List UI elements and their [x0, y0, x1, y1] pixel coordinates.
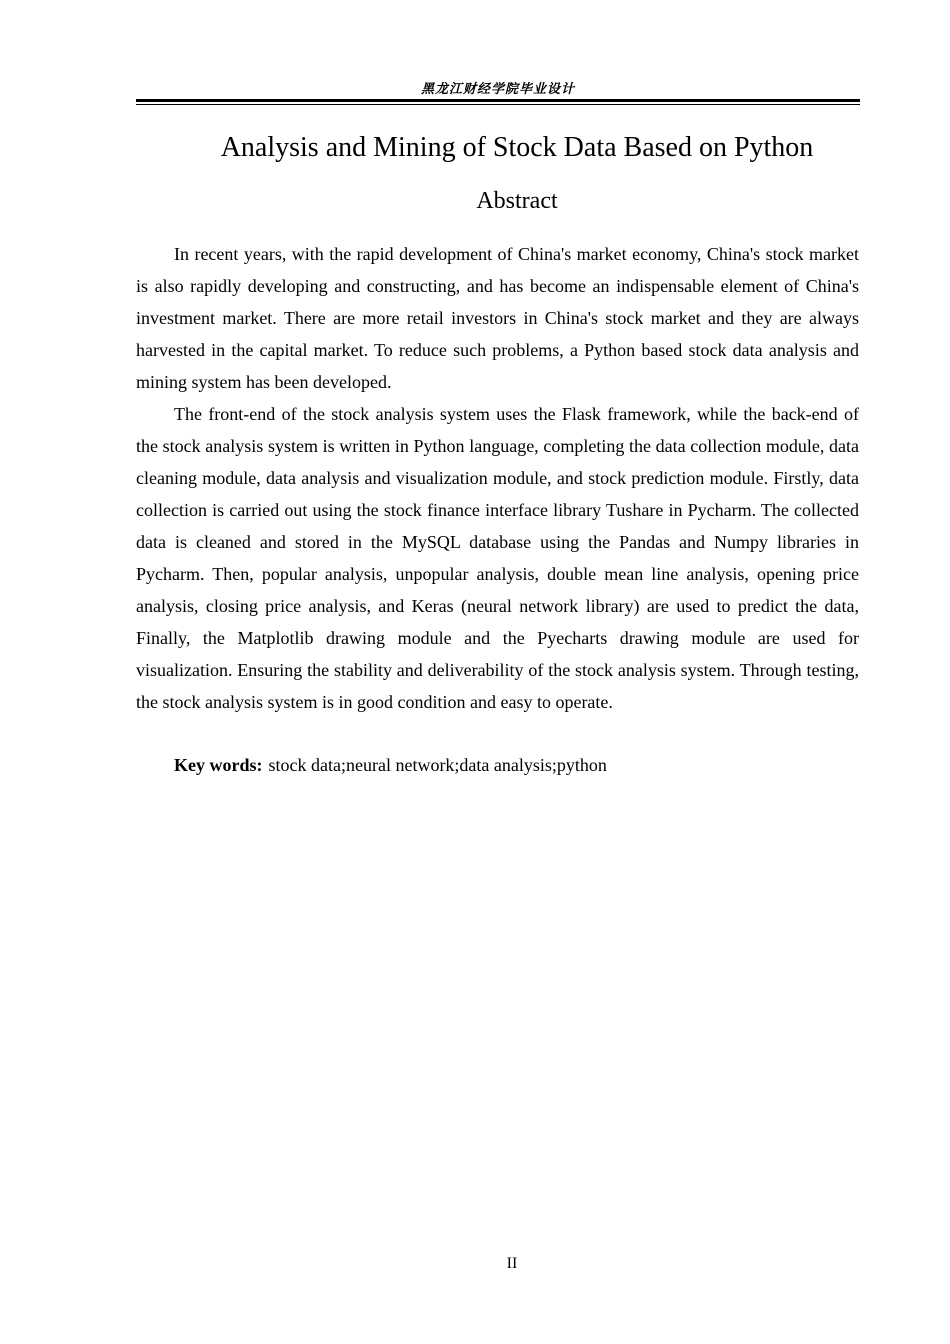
header-rule-thin — [136, 104, 860, 105]
keywords-label: Key words: — [174, 755, 263, 775]
running-header: 黑龙江财经学院毕业设计 — [420, 82, 575, 97]
paper-title: Analysis and Mining of Stock Data Based on Python — [220, 132, 814, 163]
abstract-paragraph: The front-end of the stock analysis system uses the Flask framework, while the back-end of the stock analysis system is written in Python language, completing the data collection module, data cleaning module, data analysis and visualization module, and stock prediction module. Firstly, data collection is carried out using the stock finance interface library Tushare in Pycharm. The collected data is cleaned and stored in the MySQL database using the Pandas and Numpy libraries in Pycharm. Then, popular analysis, unpopular analysis, double mean line analysis, opening price analysis, closing price analysis, and Keras (neural network library) are used to predict the data, Finally, the Matplotlib drawing module and the Pyecharts drawing module are used for visualization. Ensuring the stability and deliverability of the stock analysis system. Through testing, the stock analysis system is in good condition and easy to operate. — [136, 404, 859, 712]
abstract-body — [136, 238, 859, 718]
page-number: II — [506, 1255, 518, 1272]
keywords-values: stock data;neural network;data analysis;python — [268, 755, 607, 775]
keywords-line — [174, 749, 607, 781]
header-rule-thick — [136, 99, 860, 102]
abstract-heading: Abstract — [476, 188, 558, 214]
abstract-paragraph: In recent years, with the rapid development of China's market economy, China's stock market is also rapidly developing and constructing, and has become an indispensable element of China's investment market. There are more retail investors in China's stock market and they are always harvested in the capital market. To reduce such problems, a Python based stock data analysis and mining system has been developed. — [136, 244, 859, 392]
